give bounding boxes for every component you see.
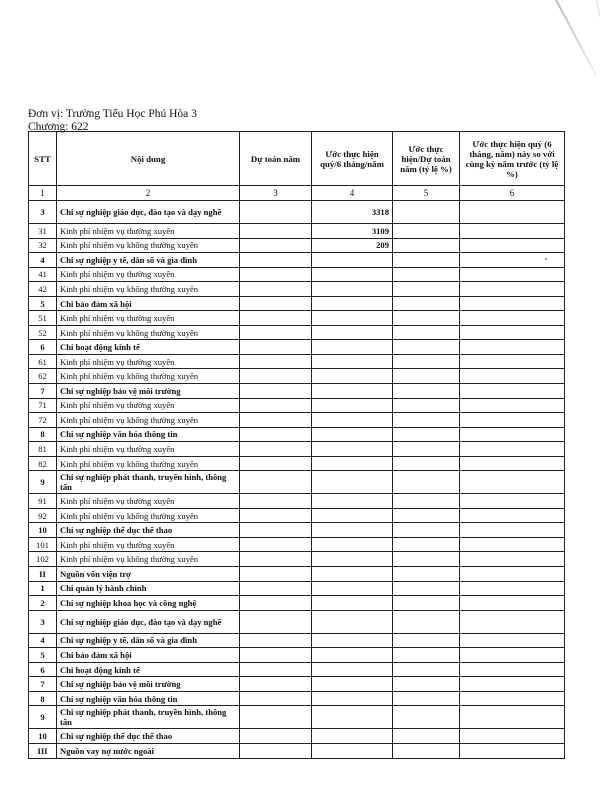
row-yoy [460,471,565,494]
row-yoy [460,398,565,413]
row-ratio [393,677,460,692]
row-stt: 5 [29,648,57,663]
row-content: Kinh phí nhiệm vụ không thường xuyên [57,456,240,471]
row-estimate [240,691,312,706]
row-stt: 102 [29,552,57,567]
row-actual [312,610,393,633]
row-ratio [393,413,460,428]
row-stt: 101 [29,537,57,552]
table-row [29,677,565,692]
row-ratio [393,253,460,268]
row-yoy [460,633,565,648]
row-actual [312,537,393,552]
table-header-row [29,132,565,186]
row-content: Chi sự nghiệp thể dục thể thao [57,729,240,744]
row-estimate [240,706,312,729]
table-row [29,325,565,340]
row-estimate [240,427,312,442]
row-ratio [393,282,460,297]
row-yoy [460,442,565,457]
row-stt: 51 [29,311,57,326]
row-stt: 42 [29,282,57,297]
row-stt: 3 [29,201,57,224]
row-actual [312,384,393,399]
row-ratio [393,238,460,253]
scan-edge-mark [596,0,600,59]
row-content: Kinh phí nhiệm vụ thường xuyên [57,494,240,509]
row-estimate [240,282,312,297]
header-actual: Ước thực hiện quý/6 tháng/năm [312,132,393,186]
row-actual: 209 [312,238,393,253]
table-row [29,523,565,538]
row-stt: 6 [29,340,57,355]
row-yoy [460,581,565,596]
row-stt: 3 [29,610,57,633]
row-content: Chi hoạt động kinh tế [57,662,240,677]
table-row [29,201,565,224]
table-row [29,743,565,758]
table-row [29,427,565,442]
row-content: Chi bảo đảm xã hội [57,648,240,663]
row-actual [312,471,393,494]
row-yoy [460,677,565,692]
row-actual [312,596,393,611]
table-row [29,648,565,663]
row-content: Kinh phí nhiệm vụ không thường xuyên [57,282,240,297]
row-estimate [240,384,312,399]
row-content: Kinh phí nhiệm vụ thường xuyên [57,224,240,239]
row-yoy [460,201,565,224]
row-actual [312,729,393,744]
row-stt: 52 [29,325,57,340]
row-content: Chi sự nghiệp thể dục thể thao [57,523,240,538]
row-ratio [393,691,460,706]
table-row [29,224,565,239]
row-yoy [460,427,565,442]
row-yoy [460,224,565,239]
row-content: Kinh phí nhiệm vụ thường xuyên [57,267,240,282]
row-stt: 2 [29,596,57,611]
row-ratio [393,552,460,567]
row-estimate [240,610,312,633]
table-row [29,253,565,268]
row-estimate [240,523,312,538]
row-yoy [460,691,565,706]
row-stt: 1 [29,581,57,596]
row-content: Chi sự nghiệp văn hóa thông tin [57,691,240,706]
row-actual [312,648,393,663]
row-yoy [460,296,565,311]
row-actual [312,311,393,326]
row-estimate [240,201,312,224]
row-estimate [240,325,312,340]
row-content: Kinh phí nhiệm vụ không thường xuyên [57,508,240,523]
row-estimate [240,494,312,509]
table-row [29,610,565,633]
row-yoy [460,662,565,677]
row-actual [312,567,393,582]
row-yoy [460,523,565,538]
table-row [29,398,565,413]
row-ratio [393,706,460,729]
scan-edge-mark [555,0,597,75]
row-actual [312,296,393,311]
row-stt: 41 [29,267,57,282]
row-ratio [393,567,460,582]
unit-line: Đơn vị: Trường Tiểu Học Phú Hòa 3 [28,108,197,120]
row-actual: 3109 [312,224,393,239]
row-content: Chi sự nghiệp phát thanh, truyền hình, thông tấn [57,471,240,494]
row-content: Kinh phí nhiệm vụ thường xuyên [57,537,240,552]
table-row [29,691,565,706]
row-ratio [393,662,460,677]
column-number: 1 [29,186,57,201]
row-ratio [393,369,460,384]
row-yoy [460,596,565,611]
row-yoy [460,413,565,428]
table-row [29,282,565,297]
row-ratio [393,442,460,457]
row-content: Chi sự nghiệp bảo vệ môi trường [57,384,240,399]
table-row [29,494,565,509]
row-content: Kinh phí nhiệm vụ thường xuyên [57,442,240,457]
row-content: Chi sự nghiệp y tế, dân số và gia đình [57,253,240,268]
table-row [29,552,565,567]
row-yoy [460,508,565,523]
row-content: Nguồn vốn viện trợ [57,567,240,582]
row-estimate [240,311,312,326]
header-ratio: Ước thực hiện/Dự toán năm (tỷ lệ %) [393,132,460,186]
table-row [29,567,565,582]
row-actual [312,340,393,355]
row-stt: 8 [29,427,57,442]
row-yoy [460,267,565,282]
row-ratio [393,340,460,355]
row-yoy [460,238,565,253]
row-estimate [240,508,312,523]
row-actual [312,552,393,567]
row-yoy [460,282,565,297]
header-yoy: Ước thực hiện quý (6 tháng, năm) này so với cùng kỳ năm trước (tỷ lệ %) [460,132,565,186]
row-content: Chi sự nghiệp phát thanh, truyền hình, thông tấn [57,706,240,729]
row-yoy [460,706,565,729]
row-estimate [240,224,312,239]
row-stt: 5 [29,296,57,311]
row-stt: 7 [29,384,57,399]
row-stt: 4 [29,253,57,268]
row-yoy [460,610,565,633]
chapter-line: Chương: 622 [28,121,89,133]
row-ratio [393,523,460,538]
row-stt: II [29,567,57,582]
header-estimate: Dự toán năm [240,132,312,186]
row-estimate [240,567,312,582]
row-ratio [393,325,460,340]
row-ratio [393,456,460,471]
row-actual [312,691,393,706]
row-actual [312,398,393,413]
row-yoy [460,552,565,567]
row-stt: 61 [29,354,57,369]
row-stt: 10 [29,523,57,538]
row-content: Chi sự nghiệp giáo dục, đào tạo và dạy nghề [57,610,240,633]
row-ratio [393,581,460,596]
row-estimate [240,398,312,413]
row-actual [312,427,393,442]
table-row [29,537,565,552]
row-estimate [240,552,312,567]
row-content: Kinh phí nhiệm vụ thường xuyên [57,354,240,369]
row-ratio [393,427,460,442]
table-body [29,186,565,759]
row-yoy [460,354,565,369]
row-estimate [240,596,312,611]
header-content: Nội dung [57,132,240,186]
table-row [29,238,565,253]
row-stt: 4 [29,633,57,648]
table-row [29,729,565,744]
table-row [29,581,565,596]
table-row [29,706,565,729]
row-ratio [393,296,460,311]
table-row [29,508,565,523]
row-estimate [240,253,312,268]
row-actual [312,456,393,471]
row-actual [312,677,393,692]
table-row [29,471,565,494]
row-estimate [240,354,312,369]
table-row [29,633,565,648]
column-number: 4 [312,186,393,201]
table-row [29,384,565,399]
row-ratio [393,354,460,369]
row-stt: 7 [29,677,57,692]
row-estimate [240,471,312,494]
table-row [29,267,565,282]
row-stt: 82 [29,456,57,471]
row-stt: 9 [29,706,57,729]
row-content: Kinh phí nhiệm vụ không thường xuyên [57,369,240,384]
header-stt: STT [29,132,57,186]
row-stt: 31 [29,224,57,239]
row-actual [312,325,393,340]
table-row [29,413,565,428]
row-actual [312,508,393,523]
row-actual [312,743,393,758]
row-stt: 92 [29,508,57,523]
row-estimate [240,442,312,457]
row-estimate [240,340,312,355]
row-actual [312,253,393,268]
row-ratio [393,596,460,611]
table-row [29,456,565,471]
row-actual [312,369,393,384]
row-content: Kinh phí nhiệm vụ thường xuyên [57,311,240,326]
row-estimate [240,238,312,253]
row-content: Kinh phí nhiệm vụ thường xuyên [57,398,240,413]
row-ratio [393,610,460,633]
row-estimate [240,648,312,663]
row-ratio [393,633,460,648]
row-yoy [460,537,565,552]
row-actual: 3318 [312,201,393,224]
row-estimate [240,581,312,596]
table-row [29,354,565,369]
table-row [29,369,565,384]
table-row [29,596,565,611]
row-content: Chi sự nghiệp văn hóa thông tin [57,427,240,442]
column-number-row [29,186,565,201]
row-content: Kinh phí nhiệm vụ không thường xuyên [57,325,240,340]
column-number: 6 [460,186,565,201]
table-row [29,442,565,457]
row-content: Chi sự nghiệp bảo vệ môi trường [57,677,240,692]
row-ratio [393,398,460,413]
row-actual [312,354,393,369]
row-ratio [393,508,460,523]
row-actual [312,581,393,596]
row-actual [312,706,393,729]
row-estimate [240,633,312,648]
row-ratio [393,224,460,239]
row-estimate [240,456,312,471]
table-row [29,296,565,311]
row-stt: III [29,743,57,758]
row-yoy [460,648,565,663]
row-yoy [460,325,565,340]
table-row [29,662,565,677]
row-actual [312,494,393,509]
row-estimate [240,537,312,552]
row-actual [312,662,393,677]
column-number: 2 [57,186,240,201]
row-estimate [240,267,312,282]
row-content: Chi hoạt động kinh tế [57,340,240,355]
row-yoy [460,384,565,399]
row-content: Chi sự nghiệp giáo dục, đào tạo và dạy nghề [57,201,240,224]
row-yoy [460,340,565,355]
row-content: Chi bảo đảm xã hội [57,296,240,311]
row-ratio [393,384,460,399]
row-actual [312,267,393,282]
row-estimate [240,743,312,758]
row-content: Kinh phí nhiệm vụ không thường xuyên [57,238,240,253]
row-actual [312,413,393,428]
column-number: 5 [393,186,460,201]
column-number: 3 [240,186,312,201]
row-ratio [393,267,460,282]
row-stt: 8 [29,691,57,706]
row-estimate [240,729,312,744]
row-stt: 62 [29,369,57,384]
row-stt: 91 [29,494,57,509]
row-actual [312,633,393,648]
row-content: Nguồn vay nợ nước ngoài [57,743,240,758]
row-stt: 9 [29,471,57,494]
row-estimate [240,369,312,384]
row-ratio [393,537,460,552]
row-yoy [460,567,565,582]
row-stt: 71 [29,398,57,413]
row-estimate [240,296,312,311]
row-stt: 32 [29,238,57,253]
row-ratio [393,648,460,663]
row-yoy [460,369,565,384]
row-actual [312,523,393,538]
row-stt: 10 [29,729,57,744]
row-yoy [460,729,565,744]
row-estimate [240,677,312,692]
budget-table [28,131,565,759]
row-estimate [240,413,312,428]
row-yoy [460,494,565,509]
row-ratio [393,743,460,758]
row-ratio [393,201,460,224]
row-ratio [393,311,460,326]
row-yoy [460,253,565,268]
row-ratio [393,471,460,494]
row-actual [312,442,393,457]
row-stt: 6 [29,662,57,677]
row-stt: 81 [29,442,57,457]
row-yoy [460,743,565,758]
row-stt: 72 [29,413,57,428]
table-row [29,311,565,326]
table-row [29,340,565,355]
row-ratio [393,494,460,509]
row-content: Kinh phí nhiệm vụ không thường xuyên [57,552,240,567]
row-content: Chi quản lý hành chính [57,581,240,596]
row-content: Kinh phí nhiệm vụ không thường xuyên [57,413,240,428]
row-ratio [393,729,460,744]
row-yoy [460,311,565,326]
row-yoy [460,456,565,471]
row-estimate [240,662,312,677]
row-content: Chi sự nghiệp khoa học và công nghệ [57,596,240,611]
row-actual [312,282,393,297]
row-content: Chi sự nghiệp y tế, dân số và gia đình [57,633,240,648]
